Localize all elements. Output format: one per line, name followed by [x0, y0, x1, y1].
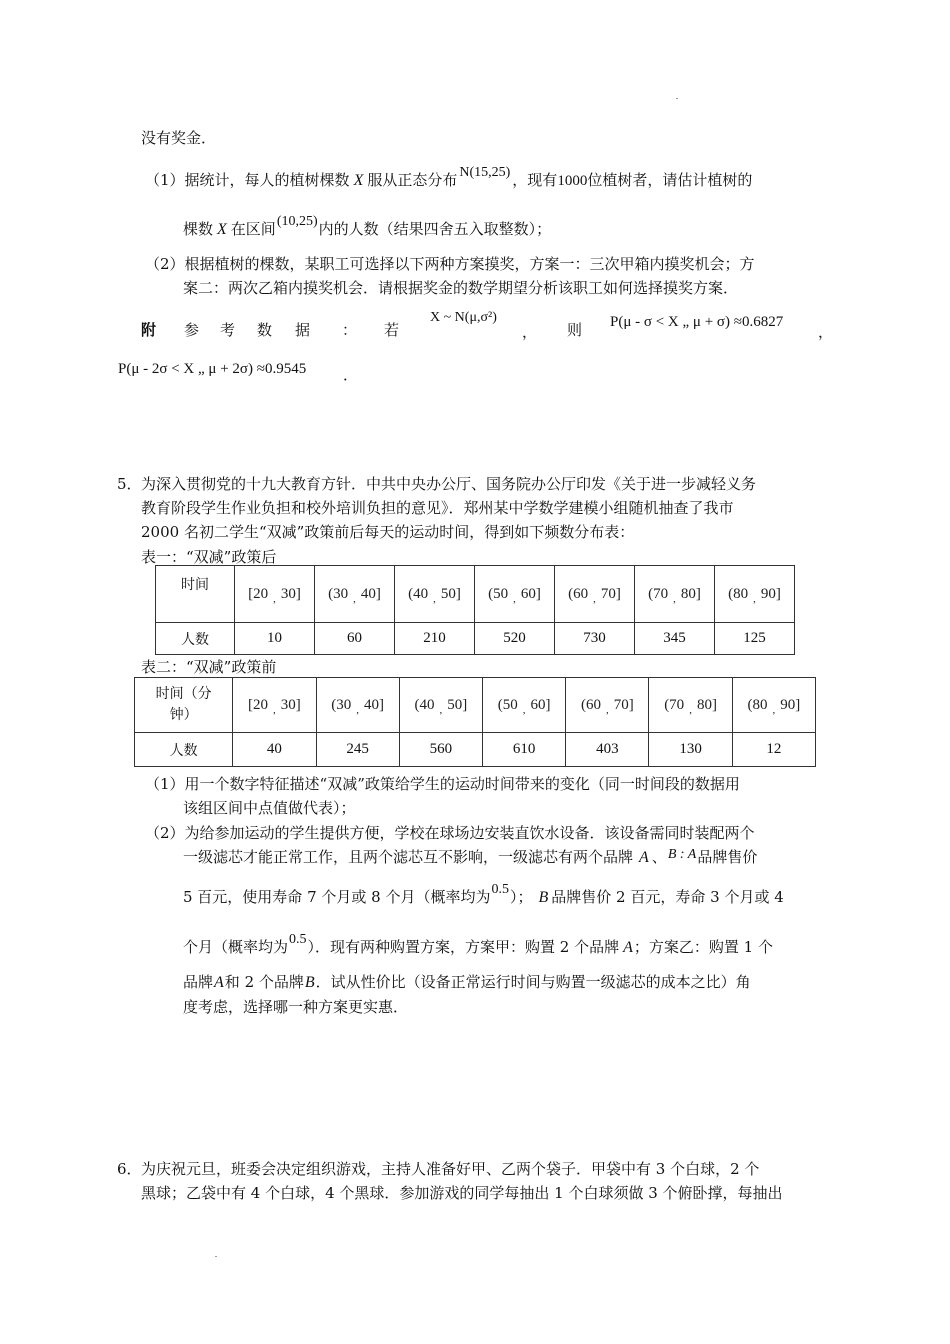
q6-line1: 为庆祝元旦，班委会决定组织游戏，主持人准备好甲、乙两个袋子．甲袋中有 3 个白球，2 个	[141, 1160, 760, 1178]
ref-word: ：	[342, 321, 358, 339]
interval-cell: (60 $_,$ 70]	[555, 566, 635, 623]
brand-b: B	[538, 889, 549, 906]
q5-intro-line: 教育阶段学生作业负担和校外培训负担的意见》．郑州某中学数学建模小组随机抽查了我市	[141, 499, 734, 517]
table-row	[135, 733, 816, 767]
count-cell: 125	[715, 623, 795, 655]
interval-cell: [20 $_,$ 30]	[235, 566, 315, 623]
q5-number: 5．	[117, 475, 142, 493]
table-row	[156, 623, 795, 655]
q5-part2-label: （2）	[145, 824, 185, 842]
var-x: X	[217, 221, 227, 238]
row-label-cell: 人数	[156, 623, 235, 655]
q5-part1-line2: 该组区间中点值做代表）；	[183, 799, 356, 817]
count-cell: 245	[316, 733, 399, 767]
q5-part1-line1: （1）用一个数字特征描述“双减”政策给学生的运动时间带来的变化（同一时间段的数据用	[145, 775, 740, 793]
interval-cell: (30 $_,$ 40]	[315, 566, 395, 623]
count-cell: 60	[315, 623, 395, 655]
brand-b: B	[304, 974, 315, 991]
count-cell: 610	[482, 733, 565, 767]
interval-cell: (80 $_,$ 90]	[715, 566, 795, 623]
interval-cell: (40 $_,$ 50]	[395, 566, 475, 623]
count-cell: 345	[635, 623, 715, 655]
frequency-table-before	[134, 677, 816, 767]
table1-caption: 表一：“双减”政策后	[141, 548, 277, 566]
brand-a: A	[214, 974, 224, 991]
count-cell: 403	[566, 733, 649, 767]
count-cell: 520	[475, 623, 555, 655]
row-label-cell: 人数	[135, 733, 233, 767]
interval-cell: (80 $_,$ 90]	[732, 678, 815, 733]
ref-prob-1: P(μ - σ < X „ μ + σ) ≈0.6827	[610, 314, 784, 330]
var-x: X	[353, 172, 364, 189]
q5-part2-line5: 品牌A和 2 个品牌B．试从性价比（设备正常运行时间与购置一级滤芯的成本之比）角	[183, 973, 751, 991]
ref-word: 若	[384, 321, 400, 339]
ref-word: 参	[184, 321, 200, 339]
scan-dot	[676, 98, 678, 99]
brand-a: A	[623, 939, 633, 956]
table2-caption: 表二：“双减”政策前	[141, 658, 277, 676]
q5-part2-line2: 一级滤芯才能正常工作，且两个滤芯互不影响，一级滤芯有两个品牌 A 、B : A品牌售价	[183, 847, 758, 866]
interval: (10,25)	[276, 214, 318, 229]
count-cell: 130	[649, 733, 732, 767]
ref-word: 数	[257, 321, 273, 339]
frequency-table-after	[155, 565, 795, 655]
ref-word: 考	[220, 321, 236, 339]
q5-intro-line: 2000 名初二学生“双减”政策前后每天的运动时间，得到如下频数分布表：	[141, 523, 635, 541]
count-cell: 40	[233, 733, 316, 767]
continuation-text: 没有奖金．	[141, 129, 217, 147]
count-cell: 10	[235, 623, 315, 655]
q6-number: 6．	[117, 1160, 142, 1178]
q5-part1-label: （1）	[145, 775, 185, 793]
q4-part1-line1: （1）据统计，每人的植树棵数 X 服从正态分布 N(15,25) ，现有1000位植树者，请估计植树的	[145, 165, 753, 189]
ref-prob-2: P(μ - 2σ < X „ μ + 2σ) ≈0.9545	[118, 361, 307, 377]
probability: 0.5	[289, 932, 307, 947]
table-row	[135, 678, 816, 733]
ref-word: 据	[295, 321, 311, 339]
q4-part2-line2: 案二：两次乙箱内摸奖机会．请根据奖金的数学期望分析该职工如何选择摸奖方案．	[183, 279, 739, 297]
count-cell: 730	[555, 623, 635, 655]
q4-part2-line1: （2）根据植树的棵数，某职工可选择以下两种方案摸奖，方案一：三次甲箱内摸奖机会；方	[145, 255, 755, 273]
scan-dot	[215, 1256, 217, 1257]
header-cell: 时间（分 钟）	[135, 678, 233, 733]
interval-cell: (40 $_,$ 50]	[399, 678, 482, 733]
interval-cell: (60 $_,$ 70]	[566, 678, 649, 733]
brand-ratio: B : A	[667, 847, 697, 862]
q5-part2-line6: 度考虑，选择哪一种方案更实惠．	[183, 998, 409, 1016]
q4-part2-label: （2）	[145, 255, 185, 273]
interval-cell: [20 $_,$ 30]	[233, 678, 316, 733]
count-cell: 560	[399, 733, 482, 767]
header-cell: 时间	[156, 566, 235, 623]
count-cell: 210	[395, 623, 475, 655]
q5-part2-line4: 个月（概率均为0.5）．现有两种购置方案，方案甲：购置 2 个品牌 A；方案乙：购置 1 个	[183, 932, 773, 956]
interval-cell: (70 $_,$ 80]	[649, 678, 732, 733]
ref-then: 则	[567, 321, 583, 339]
q5-part2-line1: （2）为给参加运动的学生提供方便，学校在球场边安装直饮水设备．该设备需同时装配两个	[145, 824, 755, 842]
q6-line2: 黑球；乙袋中有 4 个白球，4 个黑球．参加游戏的同学每抽出 1 个白球须做 3 个俯卧撑，每抽出	[141, 1184, 783, 1202]
normal-distribution: N(15,25)	[459, 165, 511, 180]
ref-distribution: X ~ N(μ,σ²)	[430, 310, 497, 325]
probability: 0.5	[491, 882, 509, 897]
interval-cell: (70 $_,$ 80]	[635, 566, 715, 623]
brand-a: A	[639, 849, 649, 866]
q5-part2-line3: 5 百元，使用寿命 7 个月或 8 个月（概率均为0.5）； B 品牌售价 2 百元，寿命 3 个月或 4	[183, 882, 784, 906]
q4-part1-label: （1）	[145, 171, 185, 189]
q5-intro-line: 为深入贯彻党的十九大教育方针．中共中央办公厅、国务院办公厅印发《关于进一步减轻义务	[141, 475, 757, 493]
interval-cell: (50 $_,$ 60]	[482, 678, 565, 733]
ref-word: 附	[141, 321, 157, 339]
table-row	[156, 566, 795, 623]
q4-part1-line2: 棵数 X 在区间(10,25)内的人数（结果四舍五入取整数）；	[183, 214, 552, 238]
interval-cell: (30 $_,$ 40]	[316, 678, 399, 733]
interval-cell: (50 $_,$ 60]	[475, 566, 555, 623]
count-cell: 12	[732, 733, 815, 767]
